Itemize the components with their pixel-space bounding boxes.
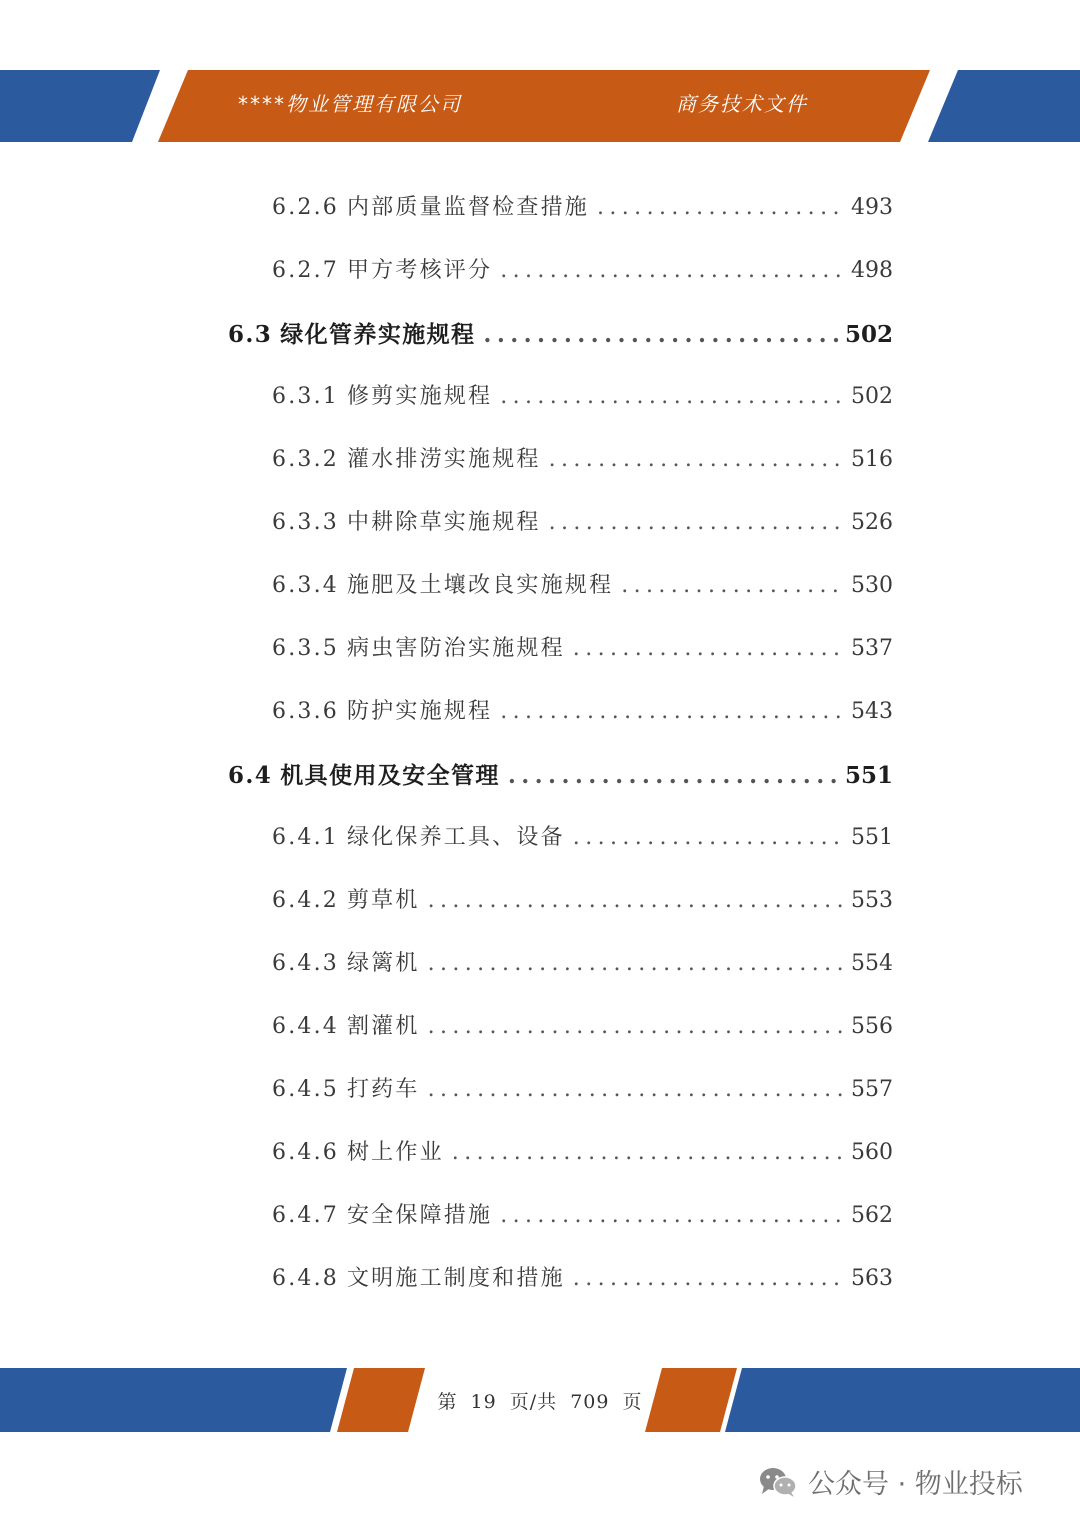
toc-entry-number: 6.4.3 xyxy=(272,951,339,976)
wechat-icon xyxy=(758,1466,798,1498)
toc-entry-page: 537 xyxy=(851,636,893,661)
toc-dot-leader xyxy=(428,951,845,976)
watermark-text: 公众号 · 物业投标 xyxy=(808,1469,1023,1500)
toc-entry-page: 543 xyxy=(851,699,893,724)
toc-entry[interactable] xyxy=(272,253,893,284)
toc-dot-leader xyxy=(549,447,845,472)
toc-entry[interactable] xyxy=(272,568,893,599)
toc-entry-number: 6.2.7 xyxy=(272,258,339,283)
toc-entry-number: 6.4.2 xyxy=(272,888,339,913)
toc-section-entry[interactable] xyxy=(228,757,893,790)
toc-entry[interactable] xyxy=(272,190,893,221)
toc-entry-number: 6.4 xyxy=(228,762,273,789)
toc-entry[interactable] xyxy=(272,1009,893,1040)
total-pages-number: 709 xyxy=(570,1391,610,1413)
toc-entry-number: 6.4.7 xyxy=(272,1203,339,1228)
toc-entry-page: 530 xyxy=(851,573,893,598)
toc-section-entry[interactable] xyxy=(228,316,893,349)
header-blue-left xyxy=(0,70,160,142)
toc-entry-title: 绿篱机 xyxy=(346,951,420,976)
toc-entry-number: 6.4.6 xyxy=(272,1140,339,1165)
header-document-type: 商务技术文件 xyxy=(676,92,808,116)
toc-entry-page: 551 xyxy=(851,825,893,850)
page-prefix: 第 xyxy=(437,1391,458,1413)
toc-dot-leader xyxy=(573,1266,845,1291)
toc-dot-leader xyxy=(452,1140,845,1165)
toc-entry-number: 6.3.4 xyxy=(272,573,339,598)
toc-entry-title: 树上作业 xyxy=(346,1140,444,1165)
header-band xyxy=(0,0,1080,145)
toc-entry-number: 6.4.8 xyxy=(272,1266,339,1291)
toc-entry[interactable] xyxy=(272,946,893,977)
toc-entry-number: 6.4.4 xyxy=(272,1014,339,1039)
toc-entry[interactable] xyxy=(272,442,893,473)
toc-entry-number: 6.3.1 xyxy=(272,384,339,409)
toc-entry-page: 554 xyxy=(851,951,893,976)
toc-entry-page: 560 xyxy=(851,1140,893,1165)
toc-entry[interactable] xyxy=(272,694,893,725)
toc-entry-title: 绿化管养实施规程 xyxy=(280,321,476,348)
toc-entry-title: 文明施工制度和措施 xyxy=(346,1266,565,1291)
page-middle: 页/共 xyxy=(509,1391,558,1413)
header-company-name: ****物业管理有限公司 xyxy=(238,92,462,116)
toc-entry-number: 6.3.3 xyxy=(272,510,339,535)
toc-entry-page: 498 xyxy=(851,258,893,283)
toc-dot-leader xyxy=(549,510,845,535)
toc-entry-title: 中耕除草实施规程 xyxy=(346,510,541,535)
toc-entry-page: 553 xyxy=(851,888,893,913)
toc-entry-page: 557 xyxy=(851,1077,893,1102)
toc-entry-number: 6.4.1 xyxy=(272,825,339,850)
toc-entry-title: 灌水排涝实施规程 xyxy=(346,447,541,472)
toc-dot-leader xyxy=(573,636,845,661)
toc-entry[interactable] xyxy=(272,505,893,536)
current-page-number: 19 xyxy=(470,1391,497,1413)
toc-entry-page: 551 xyxy=(844,762,893,789)
toc-entry-number: 6.3.5 xyxy=(272,636,339,661)
toc-entry-page: 526 xyxy=(851,510,893,535)
toc-dot-leader xyxy=(597,195,845,220)
toc-dot-leader xyxy=(428,1014,845,1039)
toc-dot-leader xyxy=(621,573,845,598)
page-number xyxy=(0,1387,1080,1414)
toc-entry-number: 6.4.5 xyxy=(272,1077,339,1102)
toc-dot-leader xyxy=(500,384,845,409)
toc-entry-title: 剪草机 xyxy=(346,888,420,913)
toc-dot-leader xyxy=(508,762,839,789)
toc-entry-page: 562 xyxy=(851,1203,893,1228)
toc-entry-number: 6.3.6 xyxy=(272,699,339,724)
toc-dot-leader xyxy=(428,1077,845,1102)
toc-dot-leader xyxy=(573,825,845,850)
toc-entry-page: 563 xyxy=(851,1266,893,1291)
header-blue-right xyxy=(928,70,1080,142)
toc-entry[interactable] xyxy=(272,379,893,410)
toc-dot-leader xyxy=(500,258,845,283)
toc-entry-number: 6.3.2 xyxy=(272,447,339,472)
toc-entry-title: 施肥及土壤改良实施规程 xyxy=(346,573,614,598)
toc-entry[interactable] xyxy=(272,1198,893,1229)
toc-entry-page: 502 xyxy=(844,321,893,348)
toc-dot-leader xyxy=(428,888,845,913)
toc-entry-title: 绿化保养工具、设备 xyxy=(346,825,565,850)
toc-entry-title: 病虫害防治实施规程 xyxy=(346,636,565,661)
toc-entry-page: 556 xyxy=(851,1014,893,1039)
toc-entry[interactable] xyxy=(272,631,893,662)
page-suffix: 页 xyxy=(622,1391,643,1413)
toc-entry[interactable] xyxy=(272,1135,893,1166)
toc-entry-page: 516 xyxy=(851,447,893,472)
toc-entry-title: 打药车 xyxy=(346,1077,420,1102)
toc-entry-page: 502 xyxy=(851,384,893,409)
toc-entry[interactable] xyxy=(272,820,893,851)
toc-entry-title: 修剪实施规程 xyxy=(346,384,493,409)
toc-dot-leader xyxy=(500,1203,845,1228)
toc-dot-leader xyxy=(500,699,845,724)
toc-entry[interactable] xyxy=(272,1072,893,1103)
toc-entry-title: 甲方考核评分 xyxy=(346,258,493,283)
toc-entry-title: 机具使用及安全管理 xyxy=(280,762,500,789)
toc-entry-number: 6.3 xyxy=(228,321,273,348)
watermark xyxy=(758,1462,1023,1501)
toc-entry-page: 493 xyxy=(851,195,893,220)
toc-entry-title: 割灌机 xyxy=(346,1014,420,1039)
toc-dot-leader xyxy=(483,321,839,348)
toc-entry-number: 6.2.6 xyxy=(272,195,339,220)
toc-entry-title: 防护实施规程 xyxy=(346,699,493,724)
toc-entry[interactable] xyxy=(272,883,893,914)
toc-entry-title: 内部质量监督检查措施 xyxy=(346,195,589,220)
toc-entry[interactable] xyxy=(272,1261,893,1292)
toc-entry-title: 安全保障措施 xyxy=(346,1203,493,1228)
